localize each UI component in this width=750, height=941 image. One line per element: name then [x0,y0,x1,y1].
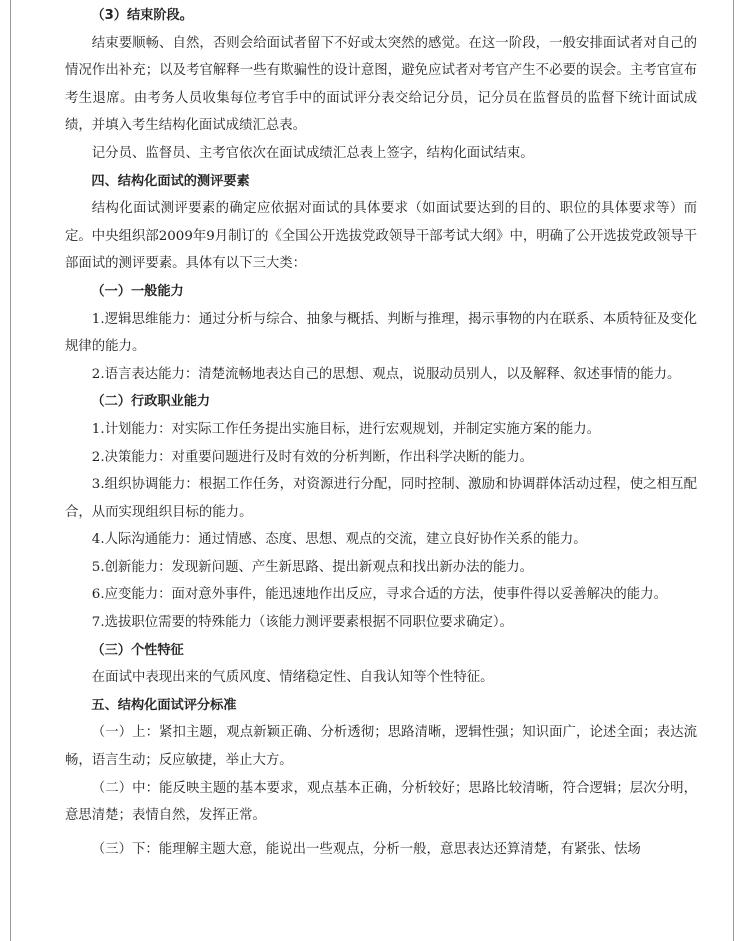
section-heading: （一）一般能力 [91,283,184,299]
section-heading: 四、结构化面试的测评要素 [91,173,250,189]
body-paragraph: 4.人际沟通能力：通过情感、态度、思想、观点的交流，建立良好协作关系的能力。 [91,532,587,548]
section-heading: （二）行政职业能力 [91,394,211,410]
body-paragraph: 3.组织协调能力：根据工作任务，对资源进行分配，同时控制、激励和协调群体活动过程，使之相互配合，从而实现组织目标的能力。 [65,477,697,520]
body-paragraph: 1.计划能力：对实际工作任务提出实施目标，进行宏观规划，并制定实施方案的能力。 [91,421,601,437]
page-content [65,2,697,863]
body-paragraph: 1.逻辑思维能力：通过分析与综合、抽象与概括、判断与推理，揭示事物的内在联系、本质特征及变化规律的能力。 [65,311,697,355]
body-paragraph: 在面试中表现出来的气质风度、情绪稳定性、自我认知等个性特征。 [91,670,494,686]
body-paragraph: 2.决策能力：对重要问题进行及时有效的分析判断，作出科学决断的能力。 [91,449,534,465]
body-paragraph: 结束要顺畅、自然，否则会给面试者留下不好或太突然的感觉。在这一阶段，一般安排面试者对自己的情况作出补充；以及考官解释一些有欺骗性的设计意图，避免应试者对考官产生不必要的误会。主考官宣布考生退席。由考务人员收集每位考官手中的面试评分表交给记分员，记分员在监督员的监督下统计面试成绩，并填入考生结构化面试成绩汇总表。 [65,35,697,134]
body-paragraph: （二）中：能反映主题的基本要求，观点基本正确，分析较好；思路比较清晰，符合逻辑；层次分明，意思清楚；表情自然，发挥正常。 [65,780,697,824]
body-paragraph: 2.语言表达能力：清楚流畅地表达自己的思想、观点，说服动员别人，以及解释、叙述事情的能力。 [91,366,681,382]
body-paragraph: 7.选拔职位需要的特殊能力（该能力测评要素根据不同职位要求确定）。 [91,615,513,631]
section-heading: （三）个性特征 [91,642,184,658]
section-heading: 五、结构化面试评分标准 [91,697,237,713]
section-heading: （3）结束阶段。 [91,8,193,23]
body-paragraph: （一）上：紧扣主题，观点新颖正确、分析透彻；思路清晰，逻辑性强；知识面广，论述全面；表达流畅，语言生动；反应敏捷，举止大方。 [65,725,697,769]
body-paragraph: 6.应变能力：面对意外事件，能迅速地作出反应，寻求合适的方法，使事件得以妥善解决的能力。 [91,587,667,603]
document-page [10,0,734,941]
body-paragraph: 结构化面试测评要素的确定应依据对面试的具体要求（如面试要达到的目的、职位的具体要求等）而定。中央组织部2009年9月制订的《全国公开选拔党政领导干部考试大纲》中，明确了公开选拔党政领导干部面试的测评要素。具体有以下三大类： [65,201,697,272]
body-paragraph: （三）下：能理解主题大意，能说出一些观点，分析一般，意思表达还算清楚，有紧张、怯场 [91,841,641,857]
body-paragraph: 5.创新能力：发现新问题、产生新思路、提出新观点和找出新办法的能力。 [91,559,534,575]
body-paragraph: 记分员、监督员、主考官依次在面试成绩汇总表上签字，结构化面试结束。 [91,145,534,161]
